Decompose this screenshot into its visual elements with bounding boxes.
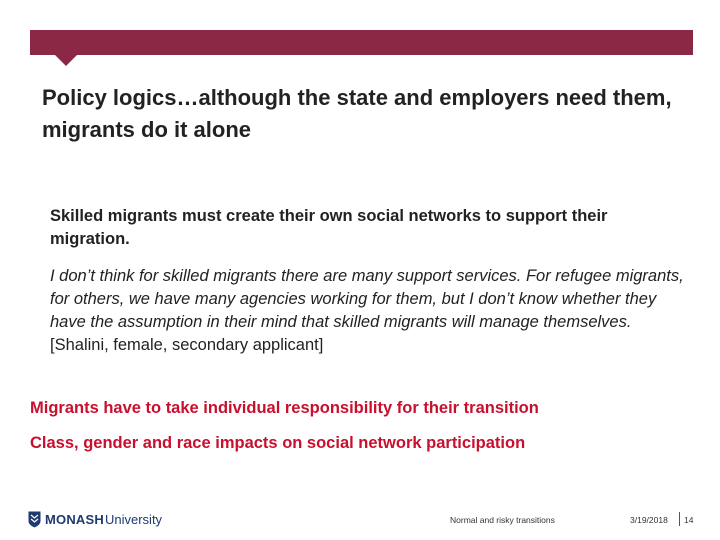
quote-attribution: [Shalini, female, secondary applicant] <box>50 336 324 354</box>
footer-date: 3/19/2018 <box>630 515 668 525</box>
shield-icon <box>28 511 41 528</box>
header-bar <box>30 30 693 55</box>
logo-suffix: University <box>104 511 163 527</box>
footer-title: Normal and risky transitions <box>450 515 555 525</box>
slide-body <box>50 205 690 357</box>
slide-title: Policy logics…although the state and employers need them, migrants do it alone <box>42 85 672 142</box>
quote-paragraph <box>50 265 690 357</box>
body-paragraph: Skilled migrants must create their own social networks to support their migration. <box>50 207 608 248</box>
logo-wordmark: MONASH <box>45 511 104 527</box>
university-logo <box>28 509 162 529</box>
interview-quote: I don’t think for skilled migrants there are many support services. For refugee migrants, for others, we have many agencies working for them, but I don’t know whether they have the assumption in their mind that skilled migrants will manage themselves. <box>50 267 684 331</box>
page-number: 14 <box>684 515 694 525</box>
key-point-1: Migrants have to take individual responsibility for their transition <box>30 399 539 417</box>
footer-divider <box>679 512 680 526</box>
header-notch <box>55 55 77 66</box>
key-point-2: Class, gender and race impacts on social network participation <box>30 434 526 452</box>
